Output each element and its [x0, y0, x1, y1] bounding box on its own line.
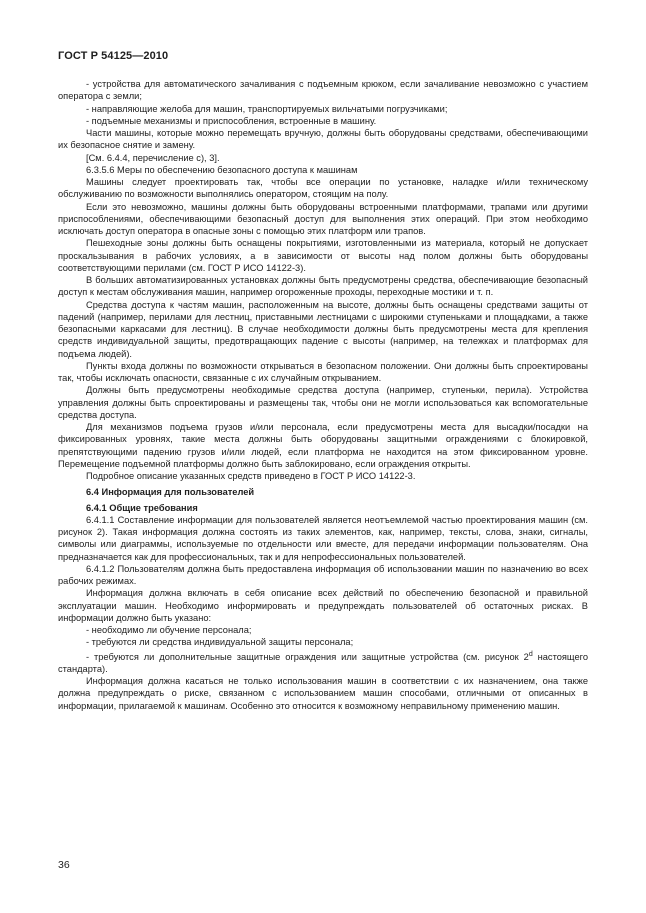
paragraph: Части машины, которые можно перемещать вручную, должны быть оборудованы средствами, обеспечивающими их безопасное снятие и замену.: [58, 128, 588, 151]
subsection-heading: 6.4.1 Общие требования: [86, 502, 198, 513]
section-heading: 6.4 Информация для пользователей: [86, 487, 255, 498]
clause-heading: 6.3.5.6 Меры по обеспечению безопасного доступа к машинам: [86, 164, 358, 175]
list-item-text: настоящего стандарта).: [58, 651, 588, 674]
paragraph: Машины следует проектировать так, чтобы все операции по установке, наладке и/или техническому обслуживанию по возможности выполнялись оператором, стоящим на полу.: [58, 177, 588, 200]
paragraph: Информация должна касаться не только использования машин в соответствии с их назначением, она также должна предупреждать о риске, связанном с использованием машин способами, отличными от описанных в информации, прилагаемой к машинам. Особенно это относится к возможному неправильному применению машин.: [58, 676, 588, 711]
page-body: [58, 78, 588, 712]
paragraph: 6.4.1.2 Пользователям должна быть предоставлена информация об использовании машин по назначению во всех рабочих режимах.: [58, 563, 588, 586]
paragraph: Должны быть предусмотрены необходимые средства доступа (например, ступеньки, перила). Устройства управления должны быть спроектированы и размещены так, чтобы они не могли использоваться как вспомогательные средства доступа.: [58, 385, 588, 420]
list-item-text: - требуются ли дополнительные защитные ограждения или защитные устройства (см. рисунок 2: [86, 651, 529, 662]
paragraph: - устройства для автоматического зачаливания с подъемным крюком, если зачаливание невозможно с участием оператора с земли;: [58, 79, 588, 102]
paragraph: Информация должна включать в себя описание всех действий по обеспечению безопасной и правильной эксплуатации машин. Необходимо информировать и предупреждать пользователей об остаточных рисках. В информации должно быть указано:: [58, 588, 588, 623]
document-header: ГОСТ Р 54125—2010: [58, 50, 169, 62]
paragraph: В больших автоматизированных установках должны быть предусмотрены средства, обеспечивающие безопасный доступ к местам обслуживания машин, например огороженные проходы, переходные мостики и т. п.: [58, 275, 588, 298]
reference-note: [См. 6.4.4, перечисление с), 3].: [86, 152, 220, 163]
paragraph: Подробное описание указанных средств приведено в ГОСТ Р ИСО 14122-3.: [86, 471, 416, 481]
list-item: - подъемные механизмы и приспособления, встроенные в машину.: [86, 115, 377, 126]
page-number: 36: [58, 859, 70, 871]
superscript: d: [528, 650, 533, 658]
paragraph: Для механизмов подъема грузов и/или персонала, если предусмотрены места для высадки/посадки на фиксированных уровнях, такие места должны быть оборудованы защитными ограждениями с блокировкой, препятствующими падению грузов и/или людей, если платформа не находится на этом фиксированном уровне. Перемещение подъемной платформы должно быть заблокировано, если ограждения открыты.: [58, 422, 588, 469]
paragraph: Пункты входа должны по возможности открываться в безопасном положении. Они должны быть спроектированы так, чтобы исключать опасности, связанные с их случайным открыванием.: [58, 360, 588, 383]
list-item: - требуются ли средства индивидуальной защиты персонала;: [86, 637, 354, 648]
list-item: - направляющие желоба для машин, транспортируемых вильчатыми погрузчиками;: [86, 103, 448, 114]
list-item: [58, 649, 588, 676]
paragraph: 6.4.1.1 Составление информации для пользователей является неотъемлемой частью проектирования машин (см. рисунок 2). Такая информация должна состоять из таких элементов, как, например, тексты, слова, знаки, сигналы, символы или диаграммы, используемые по отдельности или вместе, для передачи информации пользователям. Она предназначается как для профессиональных, так и для непрофессиональных пользователей.: [58, 514, 588, 562]
list-item: - необходимо ли обучение персонала;: [86, 625, 252, 635]
paragraph: Если это невозможно, машины должны быть оборудованы встроенными платформами, трапами или другими приспособлениями, обеспечивающими безопасный доступ для выполнения этих операций. При этом необходимо исключать доступ оператора в опасные зоны с помощью этих платформ или трапов.: [58, 201, 588, 236]
paragraph: Средства доступа к частям машин, расположенным на высоте, должны быть оснащены средствами защиты от падений (например, перилами для лестниц, приставными лестницами с широкими ступеньками и площадками, а также безопасными каркасами для лестниц). В случае необходимости должны быть предусмотрены места для крепления средств индивидуальной защиты, предотвращающих падение с высоты (например, на тележках и платформах для подъема людей).: [58, 299, 588, 359]
paragraph: Пешеходные зоны должны быть оснащены покрытиями, изготовленными из материала, который не допускает проскальзывания в рабочих условиях, а в зависимости от высоты над полом должны быть оборудованы соответствующими перилами (см. ГОСТ Р ИСО 14122-3).: [58, 238, 588, 273]
